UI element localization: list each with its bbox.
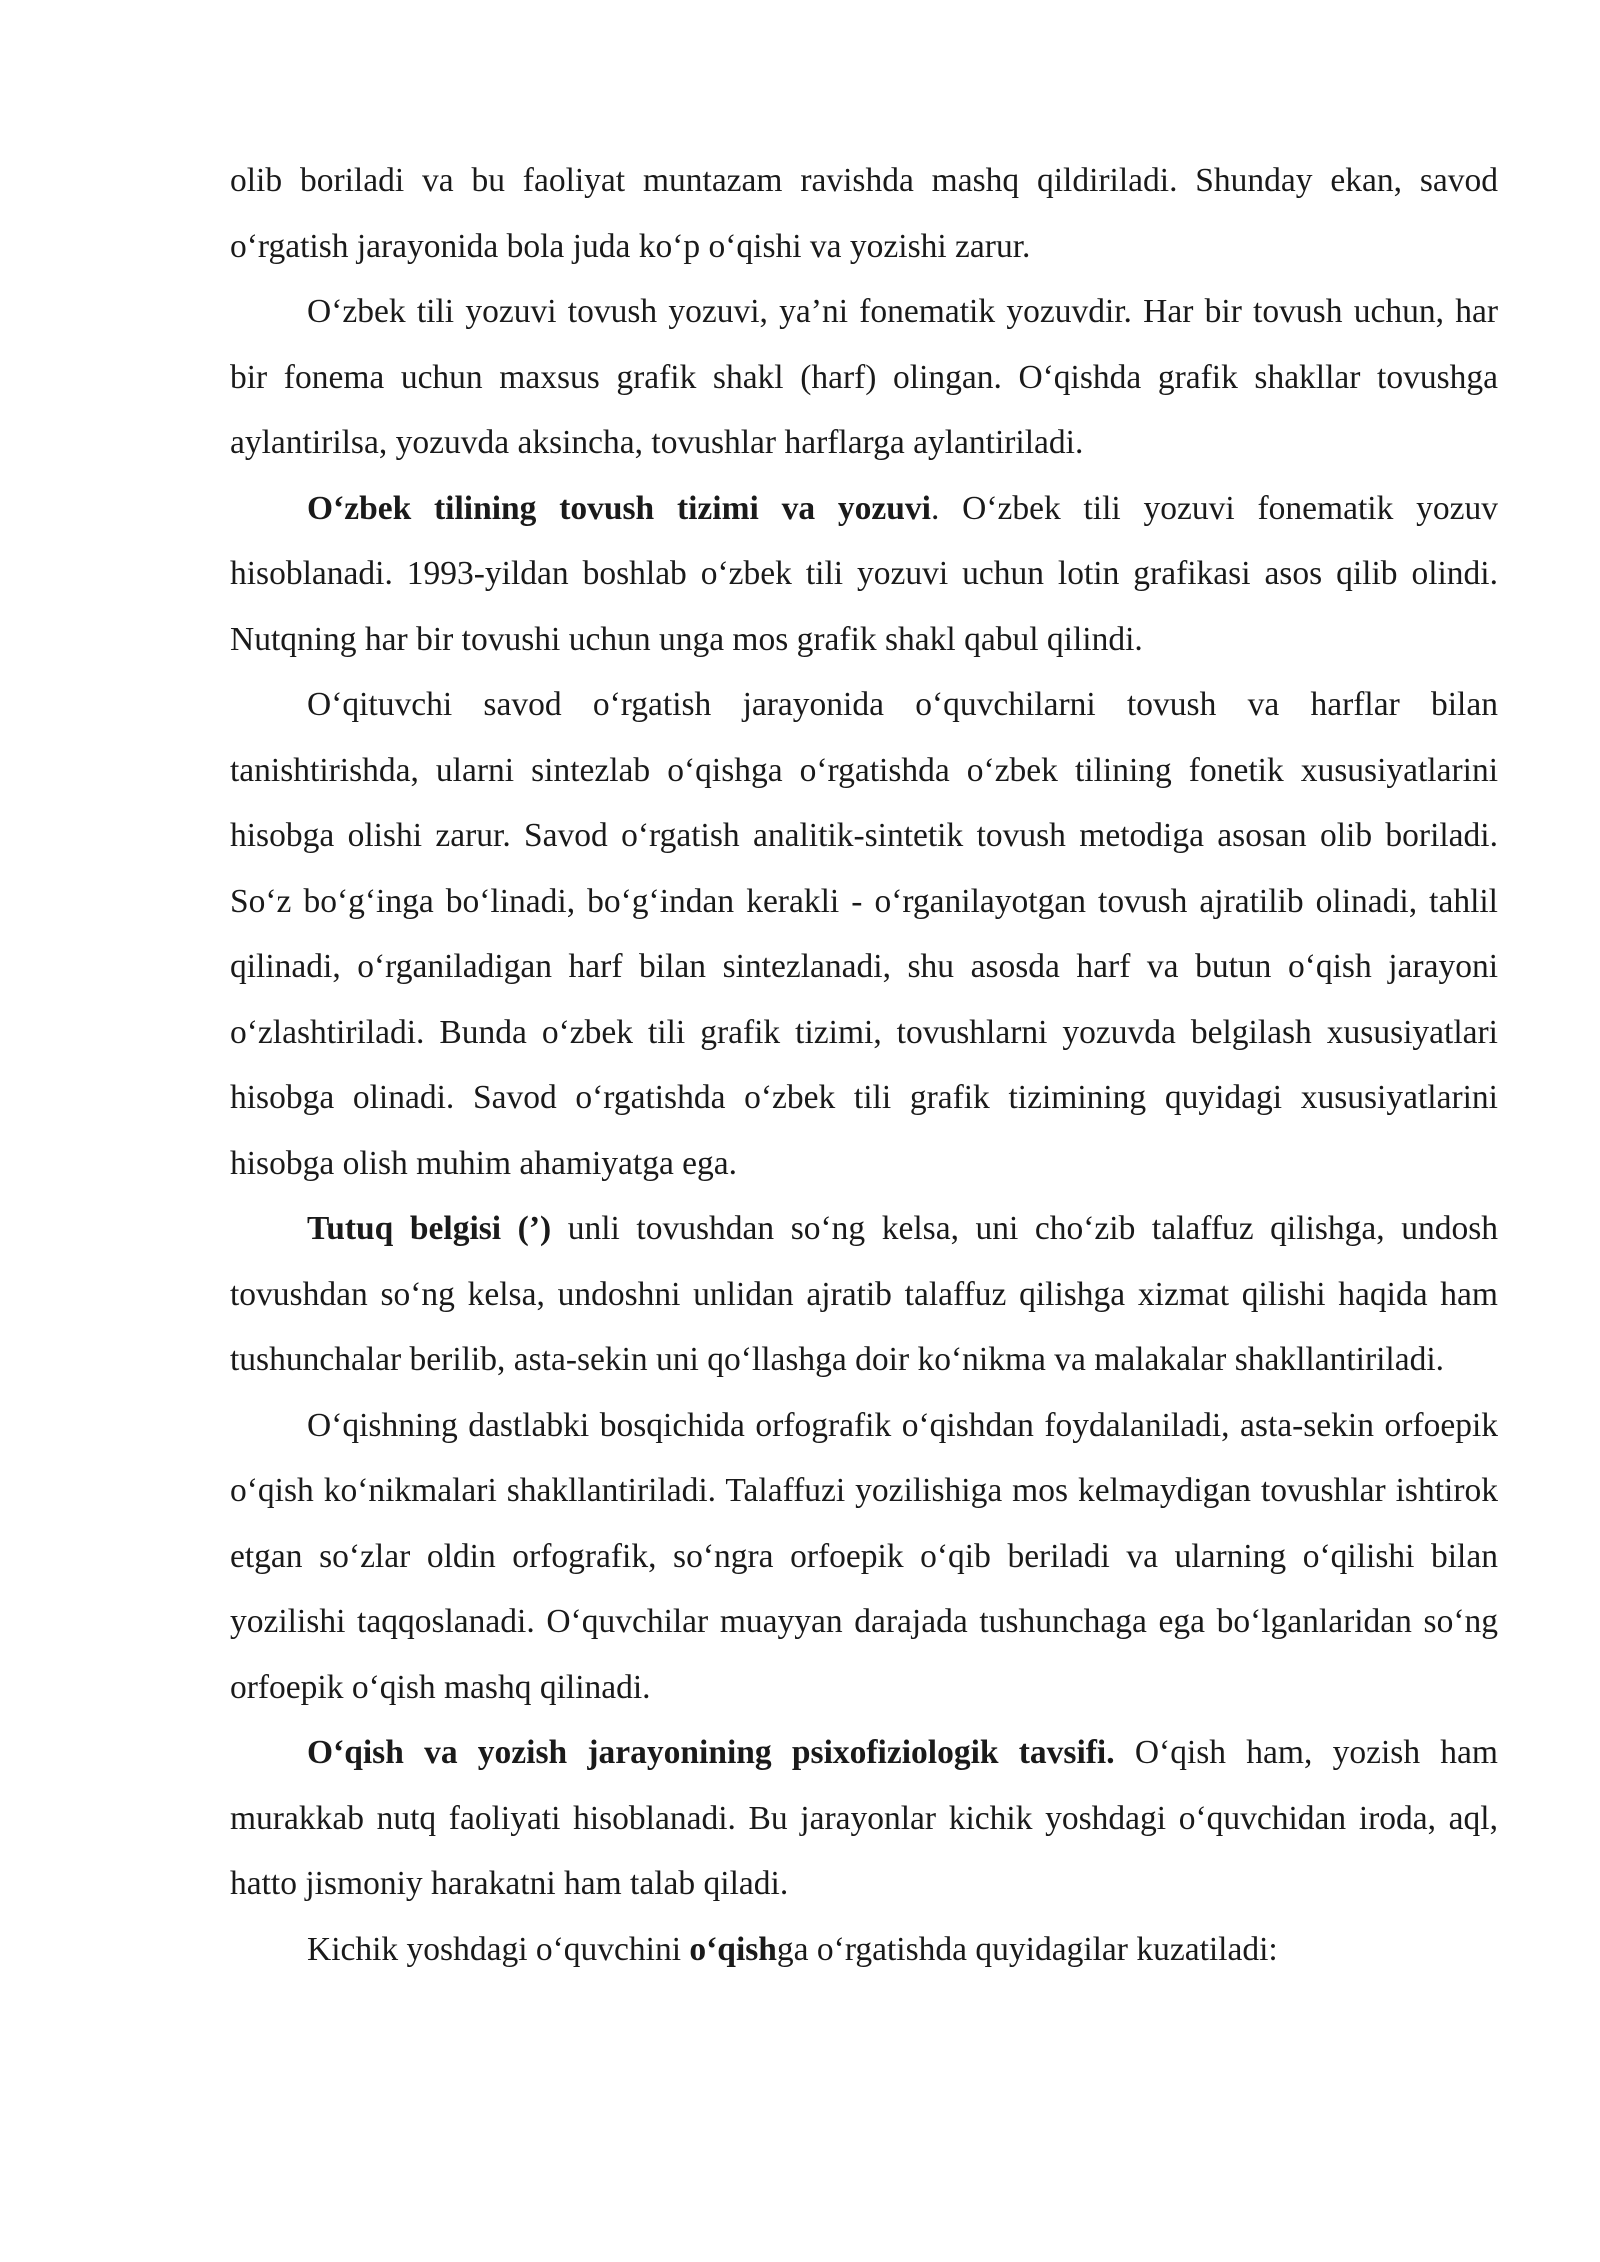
paragraph-text: . Oʻzbek tili yozuvi fonematik yozuv hisoblanadi. 1993-yildan boshlab oʻzbek tili yozuvi uchun lotin grafikasi asos qilib olindi. Nutqning har bir tovushi uchun unga mos grafik shakl qabul qilindi. <box>230 489 1498 658</box>
paragraph-5 <box>230 1196 1498 1393</box>
paragraph-text: Oʻzbek tili yozuvi tovush yozuvi, ya’ni fonematik yozuvdir. Har bir tovush uchun, har bir fonema uchun maxsus grafik shakl (harf) olingan. Oʻqishda grafik shakllar tovushga aylantirilsa, yozuvda aksincha, tovushlar harflarga aylantiriladi. <box>230 293 1498 461</box>
paragraph-text: Kichik yoshdagi oʻquvchini <box>307 1930 690 1968</box>
paragraph-1 <box>230 148 1498 279</box>
paragraph-text: Oʻqituvchi savod oʻrgatish jarayonida oʻquvchilarni tovush va harflar bilan tanishtirishda, ularni sintezlab oʻqishga oʻrgatishda oʻzbek tilining fonetik xususiyatlarini hisobga olishi zarur. Savod oʻrgatish analitik-sintetik tovush metodiga asosan olib boriladi. Soʻz boʻgʻinga boʻlinadi, boʻgʻindan kerakli - oʻrganilayotgan tovush ajratilib olinadi, tahlil qilinadi, oʻrganiladigan harf bilan sintezlanadi, shu asosda harf va butun oʻqish jarayoni oʻzlashtiriladi. Bunda oʻzbek tili grafik tizimi, tovushlarni yozuvda belgilash xususiyatlari hisobga olinadi. Savod oʻrgatishda oʻzbek tili grafik tizimining quyidagi xususiyatlarini hisobga olish muhim ahamiyatga ega. <box>230 686 1498 1182</box>
paragraph-text: ga oʻrgatishda quyidagilar kuzatiladi: <box>776 1930 1278 1968</box>
paragraph-8 <box>230 1917 1498 1983</box>
emphasis-term: oʻqish <box>689 1930 777 1968</box>
paragraph-7 <box>230 1720 1498 1917</box>
paragraph-3 <box>230 476 1498 673</box>
paragraph-text: Oʻqish ham, yozish ham murakkab nutq faoliyati hisoblanadi. Bu jarayonlar kichik yoshdagi oʻquvchidan iroda, aql, hatto jismoniy harakatni ham talab qiladi. <box>230 1734 1498 1902</box>
section-heading: Oʻqish va yozish jarayonining psixofiziologik tavsifi. <box>307 1734 1115 1771</box>
paragraph-4 <box>230 672 1498 1196</box>
paragraph-text: Oʻqishning dastlabki bosqichida orfografik oʻqishdan foydalaniladi, asta-sekin orfoepik oʻqish koʻnikmalari shakllantiriladi. Talaffuzi yozilishiga mos kelmaydigan tovushlar ishtirok etgan soʻzlar oldin orfografik, soʻngra orfoepik oʻqib beriladi va ularning oʻqilishi bilan yozilishi taqqoslanadi. Oʻquvchilar muayyan darajada tushunchaga ega boʻlganlaridan soʻng orfoepik oʻqish mashq qilinadi. <box>230 1406 1498 1706</box>
term-heading: Tutuq belgisi (’) <box>307 1210 552 1247</box>
paragraph-text: olib boriladi va bu faoliyat muntazam ravishda mashq qildiriladi. Shunday ekan, savod oʻrgatish jarayonida bola juda koʻp oʻqishi va yozishi zarur. <box>230 162 1498 265</box>
paragraph-2 <box>230 279 1498 476</box>
paragraph-6 <box>230 1393 1498 1721</box>
document-page <box>230 148 1498 1982</box>
paragraph-text: unli tovushdan soʻng kelsa, uni choʻzib talaffuz qilishga, undosh tovushdan soʻng kelsa, undoshni unlidan ajratib talaffuz qilishga xizmat qilishi haqida ham tushunchalar berilib, asta-sekin uni qoʻllashga doir koʻnikma va malakalar shakllantiriladi. <box>230 1210 1498 1378</box>
section-heading: Oʻzbek tilining tovush tizimi va yozuvi <box>307 489 931 527</box>
